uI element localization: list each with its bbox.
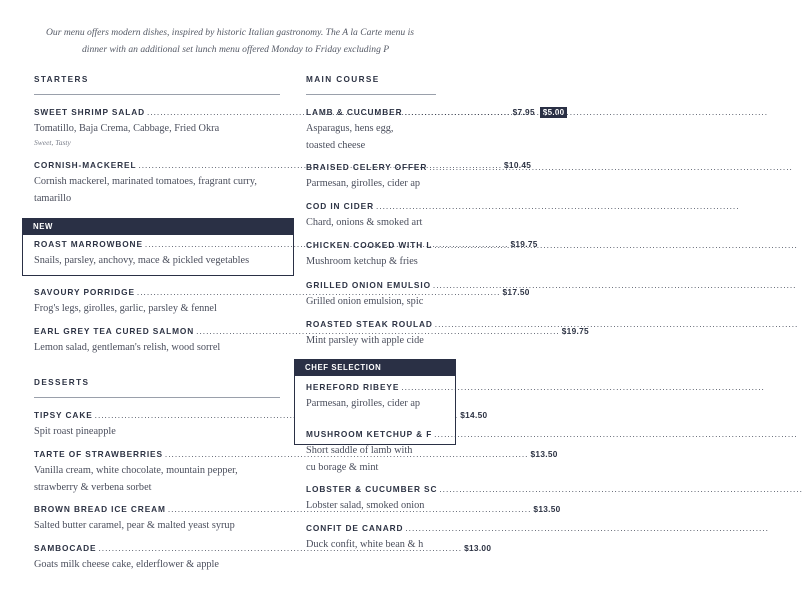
menu-item xyxy=(306,107,456,154)
item-name: CONFIT DE CANARD xyxy=(306,523,404,533)
item-name: LAMB & CUCUMBER xyxy=(306,107,403,117)
section-title-starters: STARTERS xyxy=(34,75,89,84)
leader-dots xyxy=(429,162,793,172)
item-description: Frog's legs, girolles, garlic, parsley & fennel xyxy=(34,303,217,314)
item-name: CORNISH-MACKEREL xyxy=(34,160,137,170)
item-name: BROWN BREAD ICE CREAM xyxy=(34,504,166,514)
menu-item xyxy=(306,201,456,231)
item-description: Short saddle of lamb with cu borage & mint xyxy=(306,445,413,473)
menu-item xyxy=(306,429,456,476)
item-description: Spit roast pineapple xyxy=(34,426,116,437)
leader-dots xyxy=(433,280,797,290)
item-description: Lobster salad, smoked onion xyxy=(306,500,425,511)
new-label: NEW xyxy=(23,219,293,235)
item-description: Parmesan, girolles, cider ap xyxy=(306,178,421,189)
menu-item xyxy=(306,240,456,270)
discount-price-badge: $5.00 xyxy=(540,107,568,118)
item-price: $19.75 xyxy=(561,326,589,336)
item-name: TIPSY CAKE xyxy=(34,410,93,420)
item-price: $14.50 xyxy=(460,410,488,420)
item-description: Duck confit, white bean & h xyxy=(306,539,424,550)
intro-line-2: dinner with an additional set lunch menu offered Monday to Friday excluding P xyxy=(82,44,390,55)
item-name: TARTE OF STRAWBERRIES xyxy=(34,449,163,459)
menu-item xyxy=(306,280,456,310)
item-name: ROAST MARROWBONE xyxy=(34,239,143,249)
item-description: Chard, onions & smoked art xyxy=(306,217,423,228)
item-description: Lemon salad, gentleman's relish, wood sorrel xyxy=(34,342,221,353)
item-price: $7.95 xyxy=(512,107,535,117)
item-name: BRAISED CELERY OFFER xyxy=(306,162,428,172)
item-description: Mushroom ketchup & fries xyxy=(306,256,418,267)
right-column xyxy=(294,0,438,595)
item-name: COD IN CIDER xyxy=(306,201,374,211)
section-divider xyxy=(34,397,280,398)
menu-item xyxy=(306,319,456,349)
item-description: Asparagus, hens egg, toasted cheese xyxy=(306,123,394,151)
item-price: $17.50 xyxy=(502,287,530,297)
leader-dots xyxy=(435,319,799,329)
item-price: $19.75 xyxy=(510,239,538,249)
leader-dots xyxy=(439,484,803,494)
item-name: GRILLED ONION EMULSIO xyxy=(306,280,431,290)
item-name: HEREFORD RIBEYE xyxy=(306,382,400,392)
intro-line-1: Our menu offers modern dishes, inspired by historic Italian gastronomy. The A la Carte menu is xyxy=(46,27,415,38)
item-price: $10.45 xyxy=(504,160,532,170)
menu-item xyxy=(306,484,456,514)
section-title-main-course: MAIN COURSE xyxy=(306,75,380,84)
item-description: Goats milk cheese cake, elderflower & apple xyxy=(34,559,219,570)
leader-dots xyxy=(401,382,765,392)
item-description: Mint parsley with apple cide xyxy=(306,335,424,346)
item-name: SAVOURY PORRIDGE xyxy=(34,287,135,297)
item-price: $13.50 xyxy=(533,504,561,514)
item-name: EARL GREY TEA CURED SALMON xyxy=(34,326,195,336)
leader-dots xyxy=(434,240,798,250)
menu-item xyxy=(306,162,456,192)
item-description: Parmesan, girolles, cider ap xyxy=(306,398,421,409)
item-description: Vanilla cream, white chocolate, mountain pepper, strawberry & verbena sorbet xyxy=(34,465,238,493)
item-description: Tomatillo, Baja Crema, Cabbage, Fried Okra xyxy=(34,123,220,134)
item-description: Cornish mackerel, marinated tomatoes, fragrant curry, tamarillo xyxy=(34,176,257,204)
leader-dots xyxy=(405,523,769,533)
item-description: Salted butter caramel, pear & malted yeast syrup xyxy=(34,520,235,531)
item-price: $13.50 xyxy=(530,449,558,459)
item-name: SWEET SHRIMP SALAD xyxy=(34,107,146,117)
section-title-desserts: DESSERTS xyxy=(34,378,90,387)
item-description: Snails, parsley, anchovy, mace & pickled vegetables xyxy=(34,255,250,266)
item-note: Sweet, Tasty xyxy=(34,138,71,147)
menu-item xyxy=(306,523,456,553)
item-name: SAMBOCADE xyxy=(34,543,97,553)
leader-dots xyxy=(404,107,768,117)
item-price: $13.00 xyxy=(464,543,492,553)
menu-item xyxy=(306,382,456,412)
section-divider xyxy=(34,94,280,95)
item-name: MUSHROOM KETCHUP & F xyxy=(306,429,433,439)
item-name: LOBSTER & CUCUMBER SC xyxy=(306,484,438,494)
chef-selection-label: CHEF SELECTION xyxy=(295,360,455,376)
leader-dots xyxy=(376,201,740,211)
item-name: ROASTED STEAK ROULAD xyxy=(306,319,433,329)
leader-dots xyxy=(434,429,798,439)
item-name: CHICKEN COOKED WITH L xyxy=(306,240,433,250)
item-description: Grilled onion emulsion, spic xyxy=(306,296,424,307)
section-divider xyxy=(306,94,436,95)
